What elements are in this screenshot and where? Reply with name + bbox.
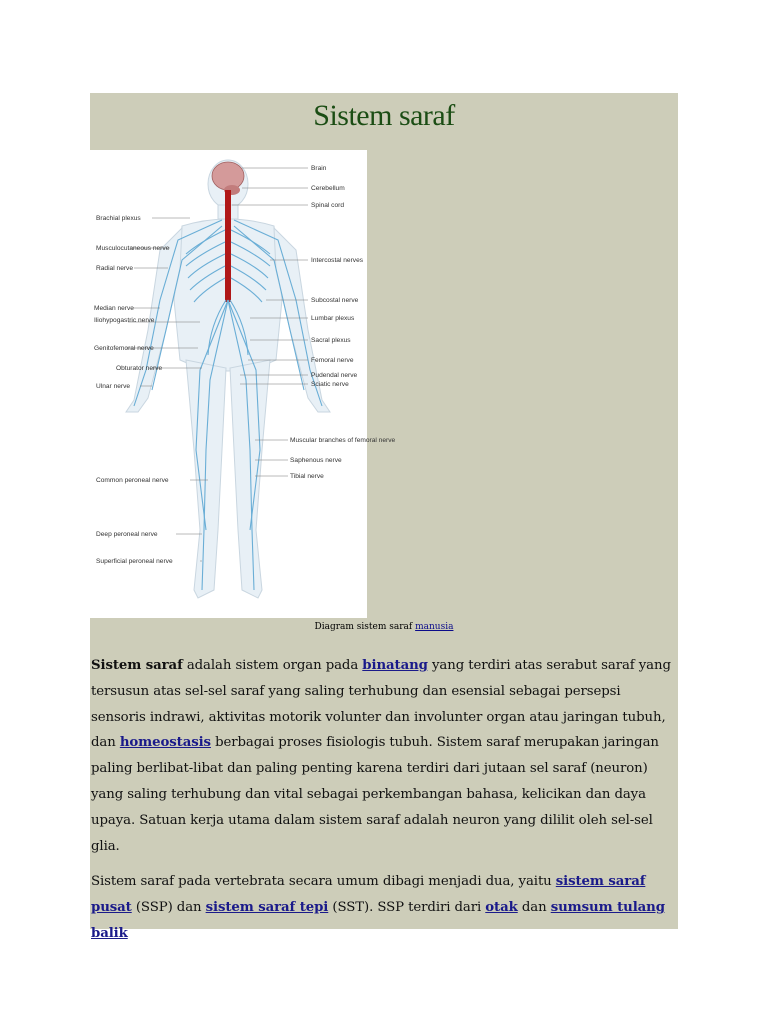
text: dan — [517, 900, 551, 916]
label-subcostal-nerve: Subcostal nerve — [311, 297, 359, 304]
label-genitofemoral-nerve: Genitofemoral nerve — [94, 345, 154, 352]
label-obturator-nerve: Obturator nerve — [116, 365, 163, 372]
label-pudendal-nerve: Pudendal nerve — [311, 372, 358, 379]
label-radial-nerve: Radial nerve — [96, 265, 134, 272]
term-sistem-saraf: Sistem saraf — [91, 658, 183, 673]
label-lumbar-plexus: Lumbar plexus — [311, 315, 355, 322]
label-iliohypogastric-nerve: Iliohypogastric nerve — [94, 317, 155, 324]
label-common-peroneal-nerve: Common peroneal nerve — [96, 477, 169, 484]
link-sistem-saraf-pusat[interactable]: sistem saraf pusat — [91, 874, 646, 916]
label-intercostal-nerves: Intercostal nerves — [311, 257, 364, 264]
label-femoral-nerve: Femoral nerve — [311, 357, 354, 364]
label-spinal-cord: Spinal cord — [311, 202, 344, 209]
label-muscular-branches: Muscular branches of femoral nerve — [290, 437, 396, 444]
link-binatang[interactable]: binatang — [362, 658, 428, 673]
label-ulnar-nerve: Ulnar nerve — [96, 383, 131, 390]
label-superficial-peroneal-nerve: Superficial peroneal nerve — [96, 558, 173, 565]
document-page — [90, 93, 678, 941]
paragraph-2 — [91, 869, 673, 946]
label-sacral-plexus: Sacral plexus — [311, 337, 351, 344]
text: (SST). SSP terdiri dari — [328, 900, 486, 916]
figure-caption — [90, 622, 678, 632]
link-homeostasis[interactable]: homeostasis — [119, 735, 211, 751]
text: yang terdiri atas serabut saraf yang tersusun atas sel-sel saraf yang saling terhubung dan esensial sebagai persepsi sensoris indrawi, aktivitas motorik volunter dan involunter organ atau jaringan tubuh, dan — [91, 658, 671, 751]
label-musculocutaneous-nerve: Musculocutaneous nerve — [96, 245, 170, 252]
text: (SSP) dan — [131, 900, 206, 916]
label-brain: Brain — [311, 165, 327, 172]
link-otak[interactable]: otak — [485, 900, 518, 916]
text: adalah sistem organ pada — [182, 658, 363, 673]
label-sciatic-nerve: Sciatic nerve — [311, 381, 349, 388]
article-body — [91, 653, 673, 957]
label-saphenous-nerve: Saphenous nerve — [290, 457, 342, 464]
paragraph-1 — [91, 653, 673, 859]
label-tibial-nerve: Tibial nerve — [290, 473, 324, 480]
label-cerebellum: Cerebellum — [311, 185, 345, 192]
caption-text: Diagram sistem saraf — [314, 622, 416, 632]
nervous-system-diagram — [90, 150, 396, 618]
link-sumsum-tulang-balik[interactable]: sumsum tulang balik — [91, 900, 665, 941]
link-sistem-saraf-tepi[interactable]: sistem saraf tepi — [205, 900, 329, 916]
label-median-nerve: Median nerve — [94, 305, 134, 312]
label-deep-peroneal-nerve: Deep peroneal nerve — [96, 531, 158, 538]
caption-link-manusia[interactable]: manusia — [415, 622, 454, 632]
body-illustration — [90, 150, 396, 618]
label-brachial-plexus: Brachial plexus — [96, 215, 141, 222]
page-title: Sistem saraf — [313, 99, 455, 132]
text: berbagai proses fisiologis tubuh. Sistem saraf merupakan jaringan paling berlibat-libat dan paling penting karena terdiri dari jutaan sel saraf (neuron) yang saling terhubung dan vital sebagai perkembangan bahasa, kelicikan dan daya upaya. Satuan kerja utama dalam sistem saraf adalah neuron yang dililit oleh sel-sel glia. — [91, 735, 659, 854]
text: Sistem saraf pada vertebrata secara umum dibagi menjadi dua, yaitu — [91, 874, 556, 890]
